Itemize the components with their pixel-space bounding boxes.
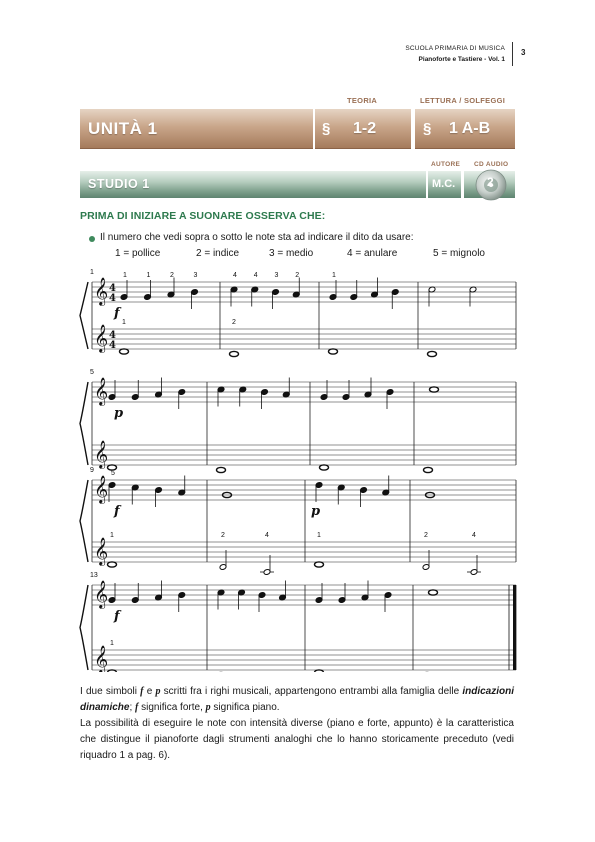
bass-note xyxy=(120,349,129,354)
measure-number: 5 xyxy=(90,369,94,376)
author-initials: M.C. xyxy=(432,178,456,190)
dynamic-mark: p xyxy=(114,406,124,421)
treble-note xyxy=(430,387,439,392)
bass-fingering: 1 xyxy=(317,532,321,539)
time-signature-top: 4 xyxy=(109,283,116,294)
intro-bullet-text: Il numero che vedi sopra o sotto le note sta ad indicare il dito da usare: xyxy=(100,232,414,243)
author-box xyxy=(428,171,461,198)
author-label: AUTORE xyxy=(431,161,461,168)
treble-fingering: 1 xyxy=(332,272,336,279)
finger-1: 1 = pollice xyxy=(115,248,161,259)
bass-staff-clef-icon: 𝄞 xyxy=(94,537,109,565)
treble-clef-icon: 𝄞 xyxy=(94,580,109,608)
header-divider xyxy=(512,42,513,66)
music-score xyxy=(0,262,595,672)
bass-fingering: 4 xyxy=(472,532,476,539)
brace xyxy=(80,382,88,465)
cd-audio-label: CD AUDIO xyxy=(474,161,509,168)
treble-fingering: 1 xyxy=(123,272,127,279)
dynamic-mark: f xyxy=(114,609,120,624)
intro-heading: PRIMA DI INIZIARE A SUONARE OSSERVA CHE: xyxy=(80,210,326,222)
dynamic-mark: f xyxy=(114,504,120,519)
reading-reference: 1 A-B xyxy=(449,120,491,137)
bullet-icon xyxy=(89,236,95,242)
bass-fingering: 2 xyxy=(424,532,428,539)
treble-note xyxy=(429,590,438,595)
treble-fingering: 1 xyxy=(146,272,151,279)
treble-fingering: 5 xyxy=(111,470,115,477)
theory-reference: 1-2 xyxy=(353,120,377,137)
page-number: 3 xyxy=(521,48,526,57)
measure-number: 9 xyxy=(90,467,94,474)
reading-box xyxy=(415,109,515,149)
bass-staff-clef-icon: 𝄞 xyxy=(94,645,109,672)
measure-number: 1 xyxy=(90,269,94,276)
bass-note xyxy=(428,351,437,356)
treble-clef-icon: 𝄞 xyxy=(94,475,109,503)
bass-fingering: 4 xyxy=(265,532,269,539)
section-icon: § xyxy=(322,120,331,137)
bass-note xyxy=(108,670,117,672)
finger-3: 3 = medio xyxy=(269,248,314,259)
bass-staff-clef-icon: 𝄞 xyxy=(94,440,109,468)
bass-fingering: 1 xyxy=(110,532,114,539)
bass-fingering: 2 xyxy=(221,532,225,539)
unit-title: UNITÀ 1 xyxy=(88,119,158,138)
treble-clef-icon: 𝄞 xyxy=(94,377,109,405)
brace xyxy=(80,282,88,349)
brace xyxy=(80,585,88,670)
bass-note xyxy=(217,467,226,472)
time-signature-bottom: 4 xyxy=(109,293,116,304)
bass-note xyxy=(230,351,239,356)
bass-note xyxy=(329,349,338,354)
final-barline xyxy=(513,585,516,670)
bass-fingering: 2 xyxy=(232,319,236,326)
treble-fingering: 3 xyxy=(274,272,279,279)
study-banner xyxy=(80,171,426,198)
treble-fingering: 2 xyxy=(295,272,300,279)
finger-4: 4 = anulare xyxy=(347,248,398,259)
section-icon: § xyxy=(423,120,432,137)
header-school: SCUOLA PRIMARIA DI MUSICA xyxy=(405,45,505,52)
bass-note xyxy=(424,467,433,472)
explanation-paragraph-1: I due simboli f e p scritti fra i righi musicali, appartengono entrambi alla famiglia delle indicazioni dinamiche; f significa forte, p significa piano. xyxy=(80,686,515,713)
treble-fingering: 4 xyxy=(253,272,258,279)
time-signature-top: 4 xyxy=(109,330,116,341)
bass-note xyxy=(315,670,324,672)
bass-note xyxy=(315,562,324,567)
brace xyxy=(80,480,88,562)
time-signature-bottom: 4 xyxy=(109,340,116,351)
bass-fingering: 1 xyxy=(122,319,126,326)
treble-fingering: 2 xyxy=(170,272,174,279)
reading-label: LETTURA / SOLFEGGI xyxy=(420,96,506,105)
measure-number: 13 xyxy=(90,572,98,579)
dynamic-mark: p xyxy=(311,504,321,519)
treble-fingering: 4 xyxy=(233,272,237,279)
bass-note xyxy=(108,562,117,567)
bass-note xyxy=(320,465,329,470)
treble-clef-icon: 𝄞 xyxy=(94,277,109,305)
unit-banner xyxy=(80,109,313,149)
bass-fingering: 1 xyxy=(110,640,114,647)
treble-fingering: 3 xyxy=(193,272,198,279)
study-title: STUDIO 1 xyxy=(88,177,150,191)
dynamic-mark: f xyxy=(114,306,120,321)
header-volume: Pianoforte e Tastiere - Vol. 1 xyxy=(418,56,505,63)
cd-track-number: 2 xyxy=(487,175,494,189)
explanation-paragraph-2: La possibilità di eseguire le note con intensità diverse (piano e forte, appunto) è la caratteristica che distingue il pianoforte dagli strumenti analoghi che lo hanno storicamente preceduto (vedi riquadro 1 a pag. 6). xyxy=(80,718,514,761)
finger-2: 2 = indice xyxy=(196,248,240,259)
theory-label: TEORIA xyxy=(347,96,378,105)
finger-5: 5 = mignolo xyxy=(433,248,485,259)
theory-box xyxy=(315,109,411,149)
bass-staff-clef-icon: 𝄞 xyxy=(94,324,109,352)
